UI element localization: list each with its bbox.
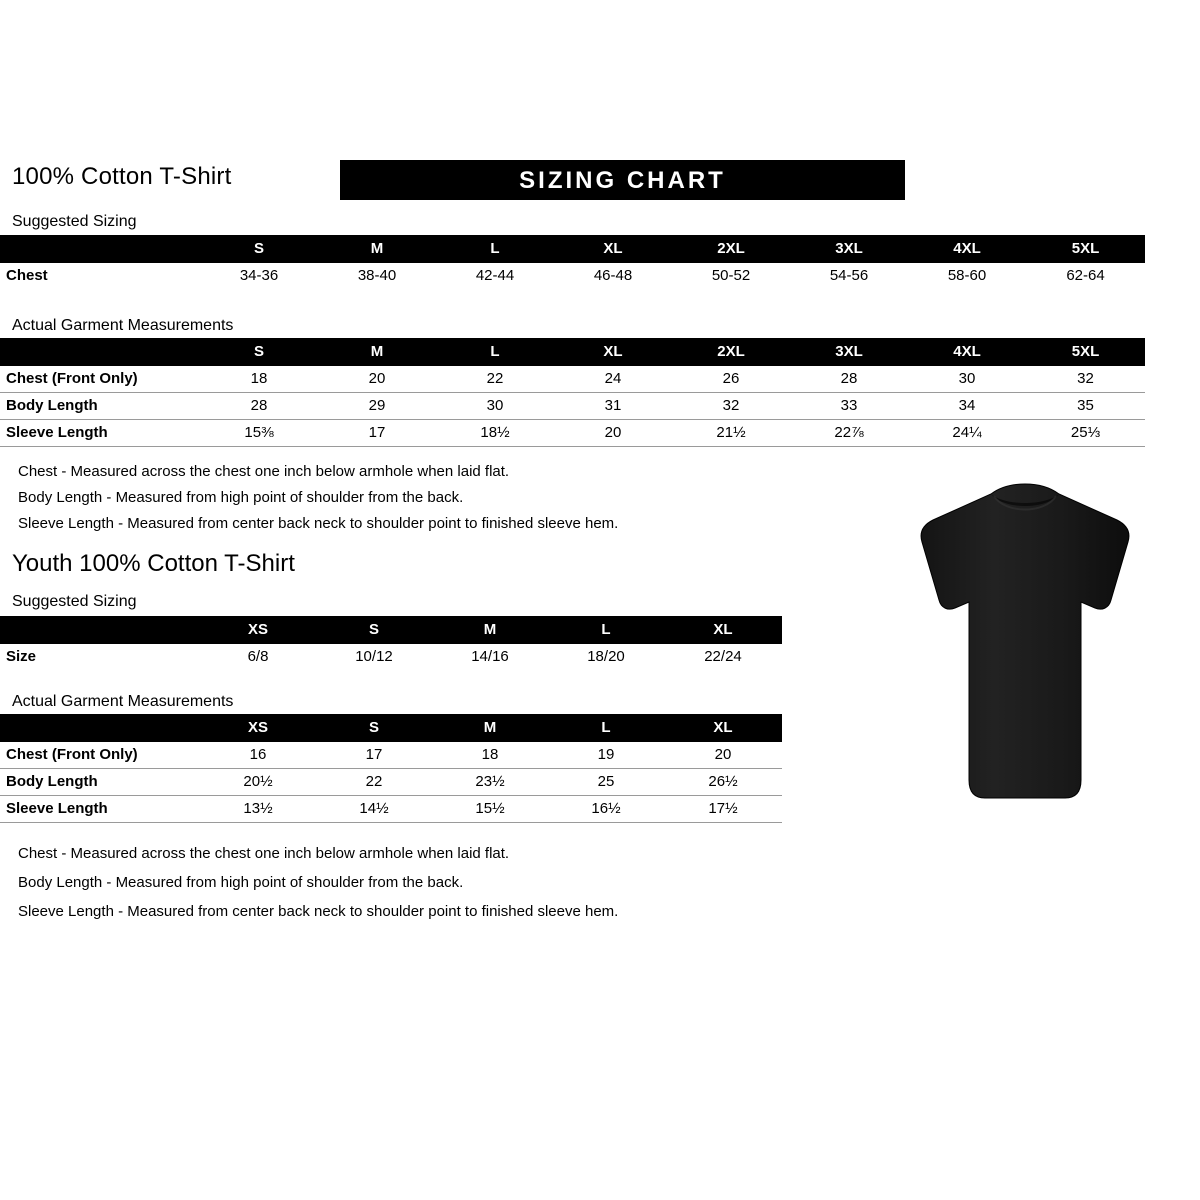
cell-chest-xl: 46-48 — [593, 267, 633, 284]
table-row — [0, 393, 1145, 420]
youth-note-sleeve-length: Sleeve Length - Measured from center back neck to shoulder point to finished sleeve hem. — [18, 903, 619, 920]
cell-body-5xl: 35 — [1077, 397, 1094, 414]
cell-sleeve-4xl: 24¼ — [952, 424, 982, 441]
table-row — [0, 644, 782, 670]
cell-chest-l: 42-44 — [475, 267, 515, 284]
cell-chest-m: 38-40 — [357, 267, 397, 284]
cell-chest-5xl: 62-64 — [1066, 267, 1105, 284]
cell-sleeve-s: 15⅜ — [244, 424, 274, 441]
cell-sleeve-l: 18½ — [480, 424, 510, 441]
row-label-body-length: Body Length — [6, 773, 98, 790]
col-head-m: M — [432, 714, 548, 742]
youth-shirt-title: Youth 100% Cotton T-Shirt — [12, 550, 295, 577]
col-head-l: L — [436, 235, 554, 263]
col-head-xs: XS — [200, 714, 316, 742]
row-label-chest-front-only: Chest (Front Only) — [6, 370, 138, 387]
table-row — [0, 263, 1145, 289]
cell-chest-4xl: 30 — [958, 370, 976, 387]
sizing-chart-banner-label: SIZING CHART — [519, 167, 726, 194]
row-label-size: Size — [6, 648, 37, 665]
adult-suggested-sizing-table — [0, 235, 1145, 289]
cell-sleeve-m: 15½ — [475, 800, 505, 817]
cell-sleeve-xl: 17½ — [708, 800, 738, 817]
cell-chest-xl: 24 — [604, 370, 622, 387]
col-head-m: M — [318, 235, 436, 263]
adult-suggested-sizing-label: Suggested Sizing — [12, 213, 137, 230]
adult-note-body-length: Body Length - Measured from high point of shoulder from the back. — [18, 489, 464, 506]
cell-sleeve-m: 17 — [368, 424, 386, 441]
table-row — [0, 796, 782, 823]
cell-chest-3xl: 28 — [840, 370, 858, 387]
col-head-blank — [0, 235, 200, 263]
cell-body-2xl: 32 — [722, 397, 740, 414]
col-head-xl: XL — [554, 338, 672, 366]
col-head-xl: XL — [554, 235, 672, 263]
cell-sleeve-xs: 13½ — [243, 800, 273, 817]
col-head-s: S — [316, 616, 432, 644]
cell-chest-s: 34-36 — [239, 267, 279, 284]
table-row — [0, 366, 1145, 393]
col-head-m: M — [318, 338, 436, 366]
cell-chest-l: 19 — [597, 746, 615, 763]
cell-chest-s: 17 — [365, 746, 383, 763]
col-head-4xl: 4XL — [908, 235, 1026, 263]
cell-size-l: 18/20 — [587, 648, 625, 665]
cell-sleeve-5xl: 25⅓ — [1070, 424, 1101, 441]
row-label-chest-front-only: Chest (Front Only) — [6, 746, 138, 763]
col-head-2xl: 2XL — [672, 235, 790, 263]
cell-size-s: 10/12 — [355, 648, 393, 665]
cell-body-xs: 20½ — [243, 773, 273, 790]
cell-body-m: 23½ — [475, 773, 505, 790]
col-head-5xl: 5XL — [1026, 338, 1145, 366]
youth-suggested-sizing-table — [0, 616, 782, 670]
table-header-row — [0, 714, 782, 742]
col-head-4xl: 4XL — [908, 338, 1026, 366]
cell-body-xl: 26½ — [708, 773, 738, 790]
col-head-blank — [0, 338, 200, 366]
col-head-s: S — [316, 714, 432, 742]
cell-size-xs: 6/8 — [247, 648, 269, 665]
table-row — [0, 420, 1145, 447]
adult-note-chest: Chest - Measured across the chest one inch below armhole when laid flat. — [18, 463, 510, 480]
cell-sleeve-s: 14½ — [359, 800, 389, 817]
cell-size-m: 14/16 — [471, 648, 509, 665]
youth-actual-measurements-table — [0, 714, 782, 823]
cell-chest-4xl: 58-60 — [947, 267, 987, 284]
table-header-row — [0, 338, 1145, 366]
cell-chest-5xl: 32 — [1077, 370, 1094, 387]
row-label-sleeve-length: Sleeve Length — [6, 800, 108, 817]
youth-note-body-length: Body Length - Measured from high point of shoulder from the back. — [18, 874, 464, 891]
cell-body-m: 29 — [368, 397, 386, 414]
cell-body-l: 30 — [486, 397, 504, 414]
col-head-3xl: 3XL — [790, 338, 908, 366]
cell-body-l: 25 — [597, 773, 615, 790]
cell-body-xl: 31 — [604, 397, 622, 414]
cell-sleeve-xl: 20 — [604, 424, 622, 441]
cell-chest-xl: 20 — [714, 746, 732, 763]
cell-chest-xs: 16 — [249, 746, 267, 763]
cell-body-s: 22 — [365, 773, 383, 790]
cell-chest-l: 22 — [486, 370, 504, 387]
col-head-l: L — [436, 338, 554, 366]
cell-body-3xl: 33 — [840, 397, 858, 414]
col-head-l: L — [548, 714, 664, 742]
cell-chest-s: 18 — [250, 370, 268, 387]
youth-suggested-sizing-label: Suggested Sizing — [12, 593, 137, 610]
col-head-blank — [0, 714, 200, 742]
col-head-s: S — [200, 338, 318, 366]
col-head-5xl: 5XL — [1026, 235, 1145, 263]
col-head-xl: XL — [664, 616, 782, 644]
table-row — [0, 742, 782, 769]
adult-note-sleeve-length: Sleeve Length - Measured from center back neck to shoulder point to finished sleeve hem. — [18, 515, 619, 532]
youth-actual-measurements-label: Actual Garment Measurements — [12, 693, 234, 710]
table-header-row — [0, 235, 1145, 263]
col-head-l: L — [548, 616, 664, 644]
row-label-chest: Chest — [6, 267, 48, 284]
cell-body-s: 28 — [250, 397, 268, 414]
col-head-2xl: 2XL — [672, 338, 790, 366]
cell-body-4xl: 34 — [958, 397, 976, 414]
cell-sleeve-2xl: 21½ — [716, 424, 746, 441]
col-head-xs: XS — [200, 616, 316, 644]
youth-note-chest: Chest - Measured across the chest one inch below armhole when laid flat. — [18, 845, 510, 862]
row-label-body-length: Body Length — [6, 397, 98, 414]
cell-chest-m: 20 — [368, 370, 386, 387]
cell-chest-3xl: 54-56 — [829, 267, 869, 284]
cell-chest-m: 18 — [481, 746, 499, 763]
cell-sleeve-3xl: 22⅞ — [834, 424, 864, 441]
adult-actual-measurements-table — [0, 338, 1145, 447]
col-head-m: M — [432, 616, 548, 644]
cell-size-xl: 22/24 — [704, 648, 742, 665]
col-head-blank — [0, 616, 200, 644]
cell-sleeve-l: 16½ — [591, 800, 621, 817]
cell-chest-2xl: 50-52 — [711, 267, 751, 284]
table-row — [0, 769, 782, 796]
adult-actual-measurements-label: Actual Garment Measurements — [12, 317, 234, 334]
table-header-row — [0, 616, 782, 644]
row-label-sleeve-length: Sleeve Length — [6, 424, 108, 441]
t-shirt-illustration — [895, 480, 1155, 810]
sizing-chart-banner — [340, 160, 905, 200]
col-head-3xl: 3XL — [790, 235, 908, 263]
cell-chest-2xl: 26 — [722, 370, 740, 387]
adult-shirt-title: 100% Cotton T-Shirt — [12, 163, 232, 190]
col-head-s: S — [200, 235, 318, 263]
col-head-xl: XL — [664, 714, 782, 742]
